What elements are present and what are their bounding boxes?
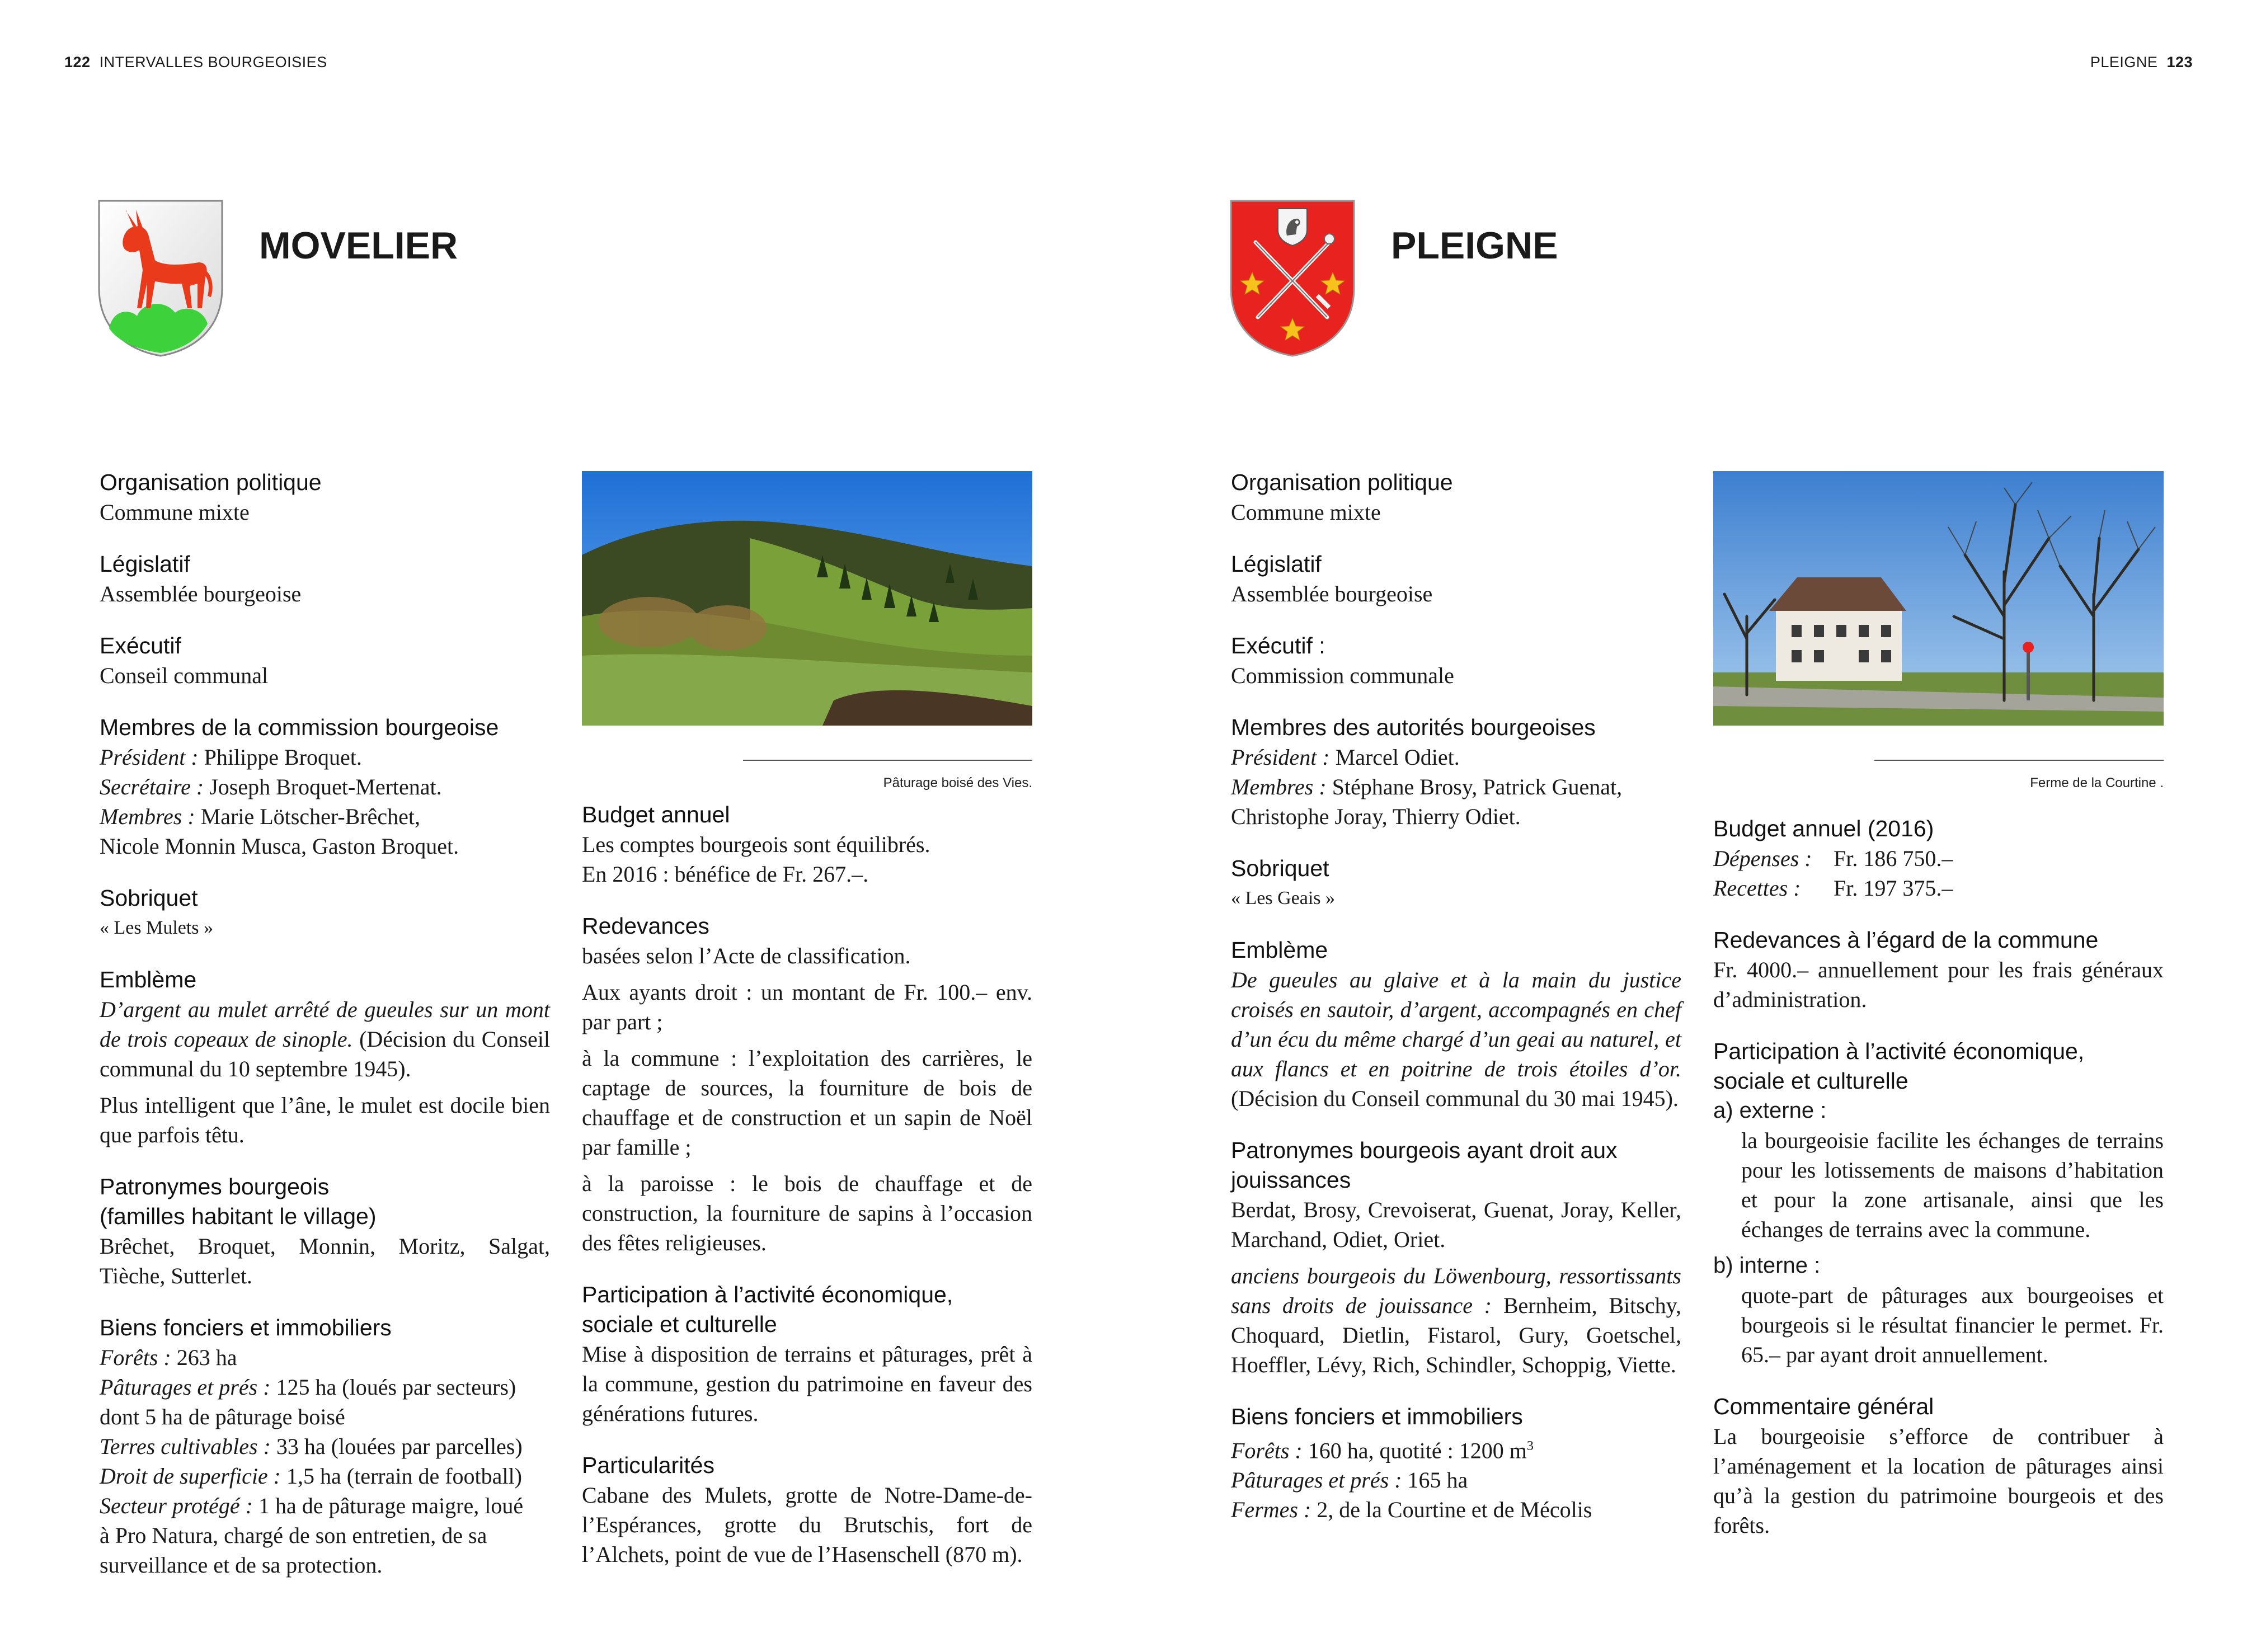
pleigne-farms-value: 2, de la Courtine et de Mécolis	[1311, 1497, 1592, 1523]
movelier-forests-label: Forêts :	[100, 1345, 171, 1370]
pleigne-names-section	[1231, 1136, 1681, 1380]
pleigne-members-section	[1231, 713, 1681, 831]
movelier-pastures-label: Pâturages et prés :	[100, 1375, 271, 1400]
movelier-property-heading: Biens fonciers et immobiliers	[100, 1315, 392, 1340]
movelier-exe-heading: Exécutif	[100, 633, 181, 658]
movelier-pastures-value: 125 ha (loués par secteurs) dont 5 ha de pâturage boisé	[100, 1375, 516, 1429]
pleigne-members-label: Membres :	[1231, 774, 1327, 799]
movelier-specifics-value: Cabane des Mulets, grotte de Notre-Dame-de-l’Espérances, grotte du Brutschis, fort de l’Alchets, point de vue de l’Hasenschell (870 m).	[582, 1482, 1032, 1567]
movelier-protected-value: 1 ha de pâturage maigre, loué à Pro Natura, chargé de son entretien, de sa surveillance et de sa protection.	[100, 1493, 524, 1578]
pleigne-participation-heading-1: Participation à l’activité économique,	[1713, 1038, 2085, 1064]
movelier-members-heading: Membres de la commission bourgeoise	[100, 714, 499, 740]
movelier-names-section	[100, 1172, 550, 1291]
pleigne-former-citizens-label: anciens bourgeois du Löwenbourg, ressortissants sans droits de jouissance :	[1231, 1263, 1681, 1318]
pleigne-pastures-label: Pâturages et prés :	[1231, 1467, 1402, 1493]
movelier-left-column	[100, 468, 550, 1602]
pleigne-budget-section	[1713, 814, 2164, 903]
movelier-participation-value: Mise à disposition de terrains et pâturages, prêt à la commune, gestion du patrimoine en faveur des générations futures.	[582, 1342, 1032, 1426]
movelier-executive-section	[100, 631, 550, 690]
pleigne-comment-section	[1713, 1392, 2164, 1540]
pleigne-left-column	[1231, 468, 1681, 1547]
movelier-org-value: Commune mixte	[100, 500, 250, 525]
pleigne-participation-section	[1713, 1037, 2164, 1369]
movelier-members-value-1: Marie Lötscher-Brêchet,	[195, 804, 421, 829]
pleigne-coat-of-arms-icon	[1229, 199, 1356, 358]
right-running-title: PLEIGNE	[2090, 54, 2158, 70]
pleigne-organisation-section	[1231, 468, 1681, 527]
movelier-president-label: Président :	[100, 745, 199, 770]
pleigne-fees-heading: Redevances à l’égard de la commune	[1713, 927, 2099, 953]
movelier-photo-caption: Pâturage boisé des Vies.	[883, 775, 1032, 790]
movelier-specifics-section	[582, 1451, 1032, 1569]
movelier-fields-label: Terres cultivables :	[100, 1434, 271, 1459]
pleigne-names-value: Berdat, Brosy, Crevoiserat, Guenat, Joray, Keller, Marchand, Odiet, Oriet.	[1231, 1197, 1681, 1252]
movelier-president-value: Philippe Broquet.	[198, 745, 362, 770]
movelier-fees-parish: à la paroisse : le bois de chauffage et de construction, la fourniture de sapins à l’occasion des fêtes religieuses.	[582, 1171, 1032, 1255]
pleigne-external-value: la bourgeoisie facilite les échanges de terrains pour les lotissements de maisons d’habitation et pour la zone artisanale, ainsi que les échanges de terrains avec la commune.	[1741, 1128, 2164, 1242]
movelier-names-heading-1: Patronymes bourgeois	[100, 1174, 330, 1199]
pleigne-caption-rule	[1874, 760, 2164, 761]
movelier-names-value: Brêchet, Broquet, Monnin, Moritz, Salgat, Tièche, Sutterlet.	[100, 1234, 550, 1288]
pleigne-title: PLEIGNE	[1391, 224, 1558, 267]
pleigne-right-column	[1713, 814, 2164, 1562]
left-running-head	[64, 54, 327, 71]
pleigne-executive-section	[1231, 631, 1681, 690]
pleigne-internal-label: b) interne :	[1713, 1253, 1821, 1278]
pleigne-exe-value: Commission communale	[1231, 663, 1454, 688]
movelier-secretary-value: Joseph Broquet-Mertenat.	[204, 774, 442, 799]
movelier-participation-section	[582, 1280, 1032, 1428]
pleigne-org-value: Commune mixte	[1231, 500, 1381, 525]
pleigne-emblem-decision: (Décision du Conseil communal du 30 mai 1945).	[1231, 1086, 1679, 1111]
mule-coat-of-arms-icon	[97, 199, 224, 358]
pleigne-income-label: Recettes :	[1713, 876, 1801, 901]
pleigne-members-heading: Membres des autorités bourgeoises	[1231, 714, 1596, 740]
movelier-fees-heading: Redevances	[582, 913, 709, 939]
pleigne-farm-photo	[1713, 471, 2164, 726]
pleigne-fees-section	[1713, 925, 2164, 1014]
movelier-members-value-2: Nicole Monnin Musca, Gaston Broquet.	[100, 834, 459, 859]
pleigne-farms-label: Fermes :	[1231, 1497, 1311, 1523]
movelier-participation-heading-1: Participation à l’activité économique,	[582, 1282, 953, 1307]
movelier-fields-value: 33 ha (louées par parcelles)	[270, 1434, 523, 1459]
movelier-fees-section	[582, 911, 1032, 1258]
movelier-caption-rule	[743, 760, 1032, 761]
pleigne-external-label: a) externe :	[1713, 1098, 1827, 1123]
pleigne-legislative-section	[1231, 549, 1681, 609]
movelier-property-section	[100, 1313, 550, 1580]
right-page-number: 123	[2166, 54, 2193, 70]
movelier-emblem-decision: (Décision du Conseil communal du 10 septembre 1945).	[100, 1027, 550, 1081]
pleigne-names-heading-1: Patronymes bourgeois ayant droit aux	[1231, 1137, 1618, 1163]
movelier-fees-rights: Aux ayants droit : un montant de Fr. 100.– env. par part ;	[582, 980, 1032, 1034]
movelier-pasture-photo	[582, 471, 1032, 726]
movelier-forests-value: 263 ha	[171, 1345, 237, 1370]
movelier-surface-label: Droit de superficie :	[100, 1463, 281, 1489]
pleigne-expenses-value: Fr. 186 750.–	[1834, 846, 1953, 871]
pleigne-leg-heading: Législatif	[1231, 551, 1322, 577]
pleigne-president-label: Président :	[1231, 745, 1330, 770]
pleigne-leg-value: Assemblée bourgeoise	[1231, 581, 1433, 606]
movelier-budget-line-1: Les comptes bourgeois sont équilibrés.	[582, 832, 930, 857]
movelier-budget-section	[582, 800, 1032, 889]
movelier-emblem-blazon: D’argent au mulet arrêté de gueules sur un mont de trois copeaux de sinople.	[100, 997, 550, 1052]
pleigne-nickname-section	[1231, 854, 1681, 913]
pleigne-comment-value: La bourgeoisie s’efforce de contribuer à l’aménagement et la location de pâturages ainsi qu’à la gestion du patrimoine bourgeois et des forêts.	[1713, 1424, 2164, 1538]
movelier-organisation-section	[100, 468, 550, 527]
movelier-nickname-section	[100, 883, 550, 943]
movelier-legislative-section	[100, 549, 550, 609]
movelier-budget-line-2: En 2016 : bénéfice de Fr. 267.–.	[582, 862, 869, 887]
right-running-head	[2090, 54, 2193, 71]
movelier-org-heading: Organisation politique	[100, 469, 322, 495]
movelier-exe-value: Conseil communal	[100, 663, 269, 688]
pleigne-nickname-value: « Les Geais »	[1231, 888, 1336, 909]
pleigne-nickname-heading: Sobriquet	[1231, 855, 1329, 881]
pleigne-budget-heading: Budget annuel (2016)	[1713, 816, 1934, 841]
pleigne-fees-value: Fr. 4000.– annuellement pour les frais généraux d’administration.	[1713, 957, 2164, 1012]
pleigne-emblem-blazon: De gueules au glaive et à la main du justice croisés en sautoir, d’argent, accompagnés en chef d’un écu du même chargé d’un geai au naturel, et aux flancs et en poitrine de trois étoiles d’or.	[1231, 967, 1681, 1081]
movelier-members-section	[100, 713, 550, 861]
pleigne-forests-superscript: 3	[1526, 1439, 1534, 1453]
movelier-participation-heading-2: sociale et culturelle	[582, 1311, 777, 1337]
pleigne-internal-value: quote-part de pâturages aux bourgeoises et bourgeois si le résultat financier le permet. Fr. 65.– par ayant droit annuellement.	[1741, 1283, 2164, 1367]
movelier-emblem-section	[100, 965, 550, 1150]
pleigne-emblem-heading: Emblème	[1231, 937, 1328, 963]
pleigne-exe-heading: Exécutif :	[1231, 633, 1325, 658]
movelier-fees-commune: à la commune : l’exploitation des carrières, le captage de sources, la fourniture de bois de chauffage et de construction et un sapin de Noël par famille ;	[582, 1046, 1032, 1160]
movelier-names-heading-2: (familles habitant le village)	[100, 1203, 377, 1229]
movelier-surface-value: 1,5 ha (terrain de football)	[281, 1463, 522, 1489]
movelier-secretary-label: Secrétaire :	[100, 774, 204, 799]
pleigne-participation-heading-2: sociale et culturelle	[1713, 1068, 1908, 1094]
movelier-nickname-heading: Sobriquet	[100, 885, 198, 911]
movelier-fees-intro: basées selon l’Acte de classification.	[582, 943, 911, 968]
movelier-title: MOVELIER	[259, 224, 458, 267]
pleigne-emblem-section	[1231, 935, 1681, 1113]
movelier-nickname-value: « Les Mulets »	[100, 917, 214, 938]
movelier-specifics-heading: Particularités	[582, 1452, 714, 1478]
pleigne-income-value: Fr. 197 375.–	[1834, 876, 1953, 901]
pleigne-pastures-value: 165 ha	[1402, 1467, 1468, 1493]
movelier-members-label: Membres :	[100, 804, 195, 829]
pleigne-org-heading: Organisation politique	[1231, 469, 1453, 495]
movelier-budget-heading: Budget annuel	[582, 802, 730, 827]
movelier-emblem-note: Plus intelligent que l’âne, le mulet est docile bien que parfois têtu.	[100, 1093, 550, 1147]
pleigne-members-value: Stéphane Brosy, Patrick Guenat, Christophe Joray, Thierry Odiet.	[1231, 774, 1623, 829]
movelier-right-column	[582, 800, 1032, 1592]
pleigne-forests-label: Forêts :	[1231, 1438, 1303, 1463]
pleigne-property-heading: Biens fonciers et immobiliers	[1231, 1404, 1523, 1429]
pleigne-president-value: Marcel Odiet.	[1329, 745, 1460, 770]
pleigne-forests-value: 160 ha, quotité : 1200 m	[1302, 1438, 1527, 1463]
pleigne-property-section	[1231, 1402, 1681, 1524]
pleigne-names-heading-2: jouissances	[1231, 1167, 1351, 1193]
movelier-leg-value: Assemblée bourgeoise	[100, 581, 302, 606]
pleigne-photo-caption: Ferme de la Courtine .	[2030, 775, 2164, 790]
pleigne-former-citizens-value: Bernheim, Bitschy, Choquard, Dietlin, Fistarol, Gury, Goetschel, Hoeffler, Lévy, Rich, Schindler, Schoppig, Viette.	[1231, 1293, 1681, 1377]
movelier-leg-heading: Législatif	[100, 551, 190, 577]
left-running-title: INTERVALLES BOURGEOISIES	[99, 54, 327, 70]
pleigne-expenses-label: Dépenses :	[1713, 846, 1812, 871]
left-page-number: 122	[64, 54, 91, 70]
movelier-emblem-heading: Emblème	[100, 967, 197, 992]
movelier-protected-label: Secteur protégé :	[100, 1493, 253, 1518]
pleigne-comment-heading: Commentaire général	[1713, 1394, 1934, 1419]
